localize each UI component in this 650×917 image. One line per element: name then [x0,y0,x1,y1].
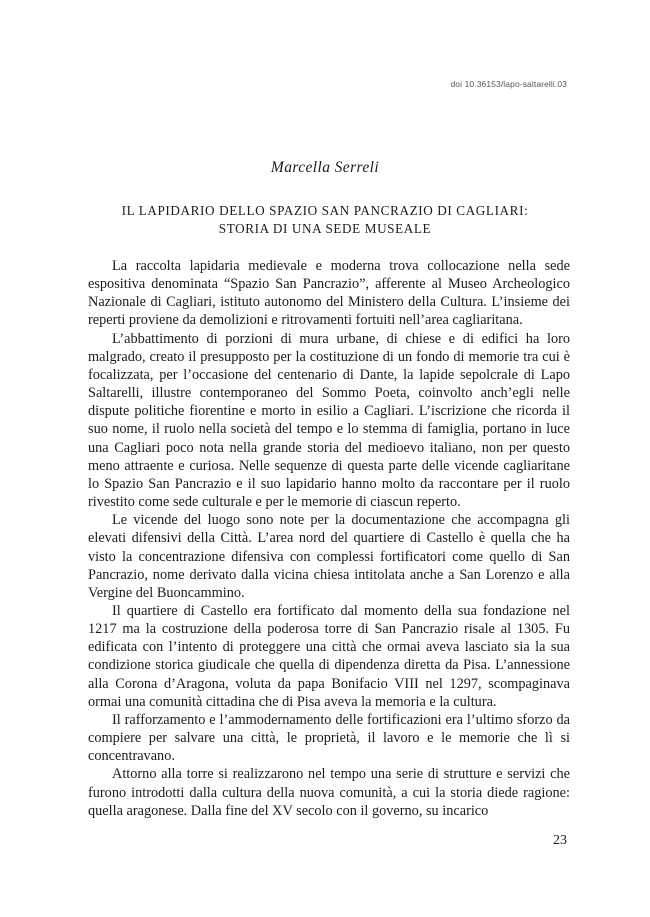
author-name: Marcella Serreli [270,159,380,176]
paragraph-4: Il quartiere di Castello era fortificato dal momento della sua fondazione nel 1217 ma la costruzione della poderosa torre di San Pancrazio risale al 1305. Fu edificata con l’intento di proteggere una città che ormai aveva lasciato sia la sua condizione storica giudicale che quella di dipendenza diretta da Pisa. L’annessione alla Corona d’Aragona, voluta da papa Bonifacio VIII nel 1297, scompaginava ormai una comunità cittadina che di Pisa aveva la memoria e la cultura. [88,602,570,710]
title-line-2: STORIA DI UNA SEDE MUSEALE [218,220,432,236]
title-line-1: IL LAPIDARIO DELLO SPAZIO SAN PANCRAZIO DI CAGLIARI: [121,203,529,218]
paragraph-6: Attorno alla torre si realizzarono nel tempo una serie di strutture e servizi che furono introdotti dalla cultura della nuova comunità, a cui la storia diede ragione: quella aragonese. Dalla fine del XV secolo con il governo, su incarico [88,766,570,819]
page-number: 23 [553,833,567,848]
paragraph-1: La raccolta lapidaria medievale e moderna trova collocazione nella sede espositiva denominata “Spazio San Pancrazio”, afferente al Museo Archeologico Nazionale di Cagliari, istituto autonomo del Ministero della Cultura. L’insieme dei reperti proviene da demolizioni e ritrovamenti fortuiti nell’area cagliaritana. [88,258,570,329]
paragraph-5: Il rafforzamento e l’ammodernamento delle fortificazioni era l’ultimo sforzo da compiere per salvare una città, le proprietà, il lavoro e le memorie che lì si concentravano. [88,711,570,765]
paragraph-3: Le vicende del luogo sono note per la documentazione che accompagna gli elevati difensivi della Città. L’area nord del quartiere di Castello è quella che ha visto la concentrazione difensiva con complessi fortificatori come quello di San Pancrazio, nome derivato dalla vicina chiesa intitolata anche a San Lorenzo e alla Vergine del Buoncammino. [88,512,570,601]
doi-reference: doi 10.36153/lapo-saltarelli.03 [450,79,567,89]
paragraph-2: L’abbattimento di porzioni di mura urbane, di chiese e di edifici ha loro malgrado, creato il presupposto per la costituzione di un fondo di memorie tra cui è focalizzata, per l’occasione del centenario di Dante, la lapide sepolcrale di Lapo Saltarelli, illustre contemporaneo del Sommo Poeta, coinvolto anch’egli nelle dispute politiche fiorentine e morto in esilio a Cagliari. L’iscrizione che ricorda il suo nome, il ruolo nella società del tempo e lo stemma di famiglia, portano in luce una Cagliari poco nota nella grande storia del medioevo italiano, non per questo meno attraente e curiosa. Nelle sequenze di questa parte delle vicende cagliaritane lo Spazio San Pancrazio e il suo lapidario hanno molto da raccontare per il ruolo rivestito come sede culturale e per le memorie di ciascun reperto. [88,330,570,511]
article-title [82,202,568,237]
article-body [88,257,570,820]
